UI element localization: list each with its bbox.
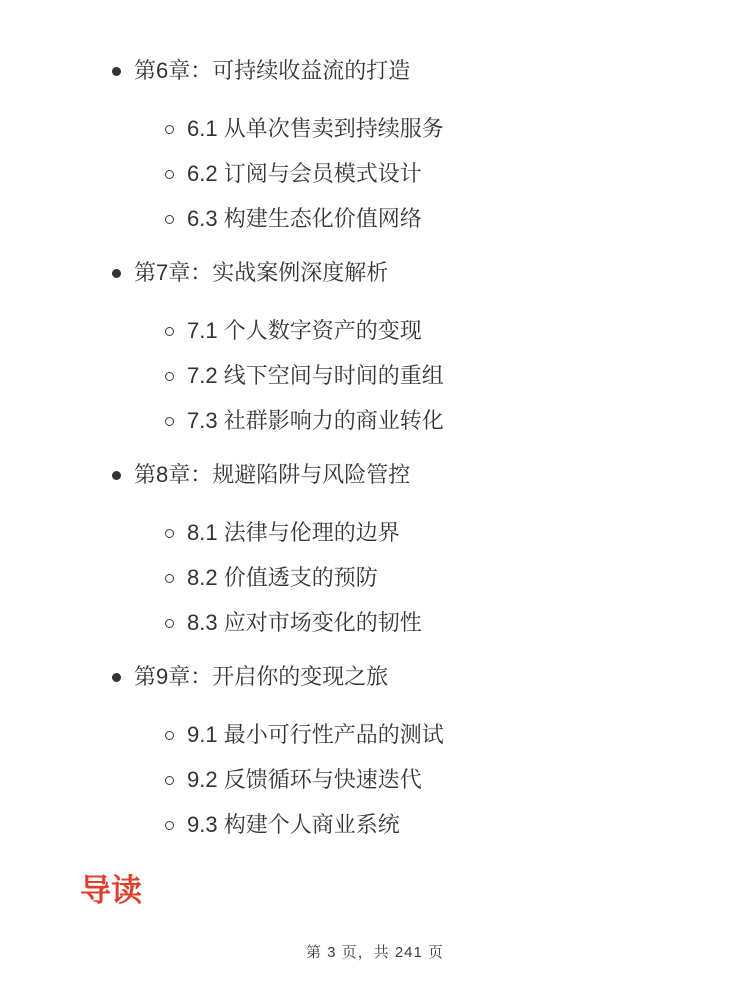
subchapter-item xyxy=(80,117,710,141)
subchapter-item xyxy=(80,207,710,231)
subchapter-title: 7.1 个人数字资产的变现 xyxy=(187,318,422,343)
page-footer: 第 3 页，共 241 页 xyxy=(305,944,445,961)
circle-bullet-icon xyxy=(165,417,174,426)
circle-bullet-icon xyxy=(165,776,174,785)
subchapter-item xyxy=(80,768,710,792)
disc-bullet-icon xyxy=(112,471,121,480)
circle-bullet-icon xyxy=(165,731,174,740)
chapter-title-row xyxy=(80,260,710,286)
subchapter-list xyxy=(80,521,710,635)
circle-bullet-icon xyxy=(165,619,174,628)
subchapter-item xyxy=(80,319,710,343)
subchapter-title: 8.1 法律与伦理的边界 xyxy=(187,520,400,545)
circle-bullet-icon xyxy=(165,215,174,224)
subchapter-title: 7.2 线下空间与时间的重组 xyxy=(187,363,444,388)
subchapter-item xyxy=(80,521,710,545)
subchapter-title: 8.3 应对市场变化的韧性 xyxy=(187,610,422,635)
chapter-title: 第6章：可持续收益流的打造 xyxy=(134,58,411,83)
chapter-title-row xyxy=(80,462,710,488)
chapter-title: 第8章：规避陷阱与风险管控 xyxy=(134,462,411,487)
subchapter-item xyxy=(80,611,710,635)
circle-bullet-icon xyxy=(165,170,174,179)
subchapter-title: 7.3 社群影响力的商业转化 xyxy=(187,408,444,433)
subchapter-title: 6.2 订阅与会员模式设计 xyxy=(187,161,422,186)
chapter-item xyxy=(80,58,710,231)
disc-bullet-icon xyxy=(112,67,121,76)
subchapter-title: 6.3 构建生态化价值网络 xyxy=(187,206,422,231)
subchapter-item xyxy=(80,723,710,747)
chapter-item xyxy=(80,664,710,837)
subchapter-item xyxy=(80,566,710,590)
subchapter-title: 8.2 价值透支的预防 xyxy=(187,565,378,590)
chapter-title: 第7章：实战案例深度解析 xyxy=(134,260,389,285)
subchapter-list xyxy=(80,723,710,837)
table-of-contents xyxy=(80,58,710,837)
circle-bullet-icon xyxy=(165,372,174,381)
circle-bullet-icon xyxy=(165,327,174,336)
circle-bullet-icon xyxy=(165,529,174,538)
subchapter-title: 9.1 最小可行性产品的测试 xyxy=(187,722,444,747)
chapter-item xyxy=(80,462,710,635)
disc-bullet-icon xyxy=(112,269,121,278)
circle-bullet-icon xyxy=(165,821,174,830)
subchapter-item xyxy=(80,364,710,388)
subchapter-title: 9.3 构建个人商业系统 xyxy=(187,812,400,837)
subchapter-list xyxy=(80,319,710,433)
subchapter-title: 9.2 反馈循环与快速迭代 xyxy=(187,767,422,792)
subchapter-item xyxy=(80,409,710,433)
chapter-item xyxy=(80,260,710,433)
subchapter-title: 6.1 从单次售卖到持续服务 xyxy=(187,116,444,141)
circle-bullet-icon xyxy=(165,125,174,134)
subchapter-list xyxy=(80,117,710,231)
disc-bullet-icon xyxy=(112,673,121,682)
chapter-title: 第9章：开启你的变现之旅 xyxy=(134,664,389,689)
circle-bullet-icon xyxy=(165,574,174,583)
subchapter-item xyxy=(80,162,710,186)
section-heading: 导读 xyxy=(80,873,142,908)
subchapter-item xyxy=(80,813,710,837)
chapter-title-row xyxy=(80,664,710,690)
chapter-title-row xyxy=(80,58,710,84)
